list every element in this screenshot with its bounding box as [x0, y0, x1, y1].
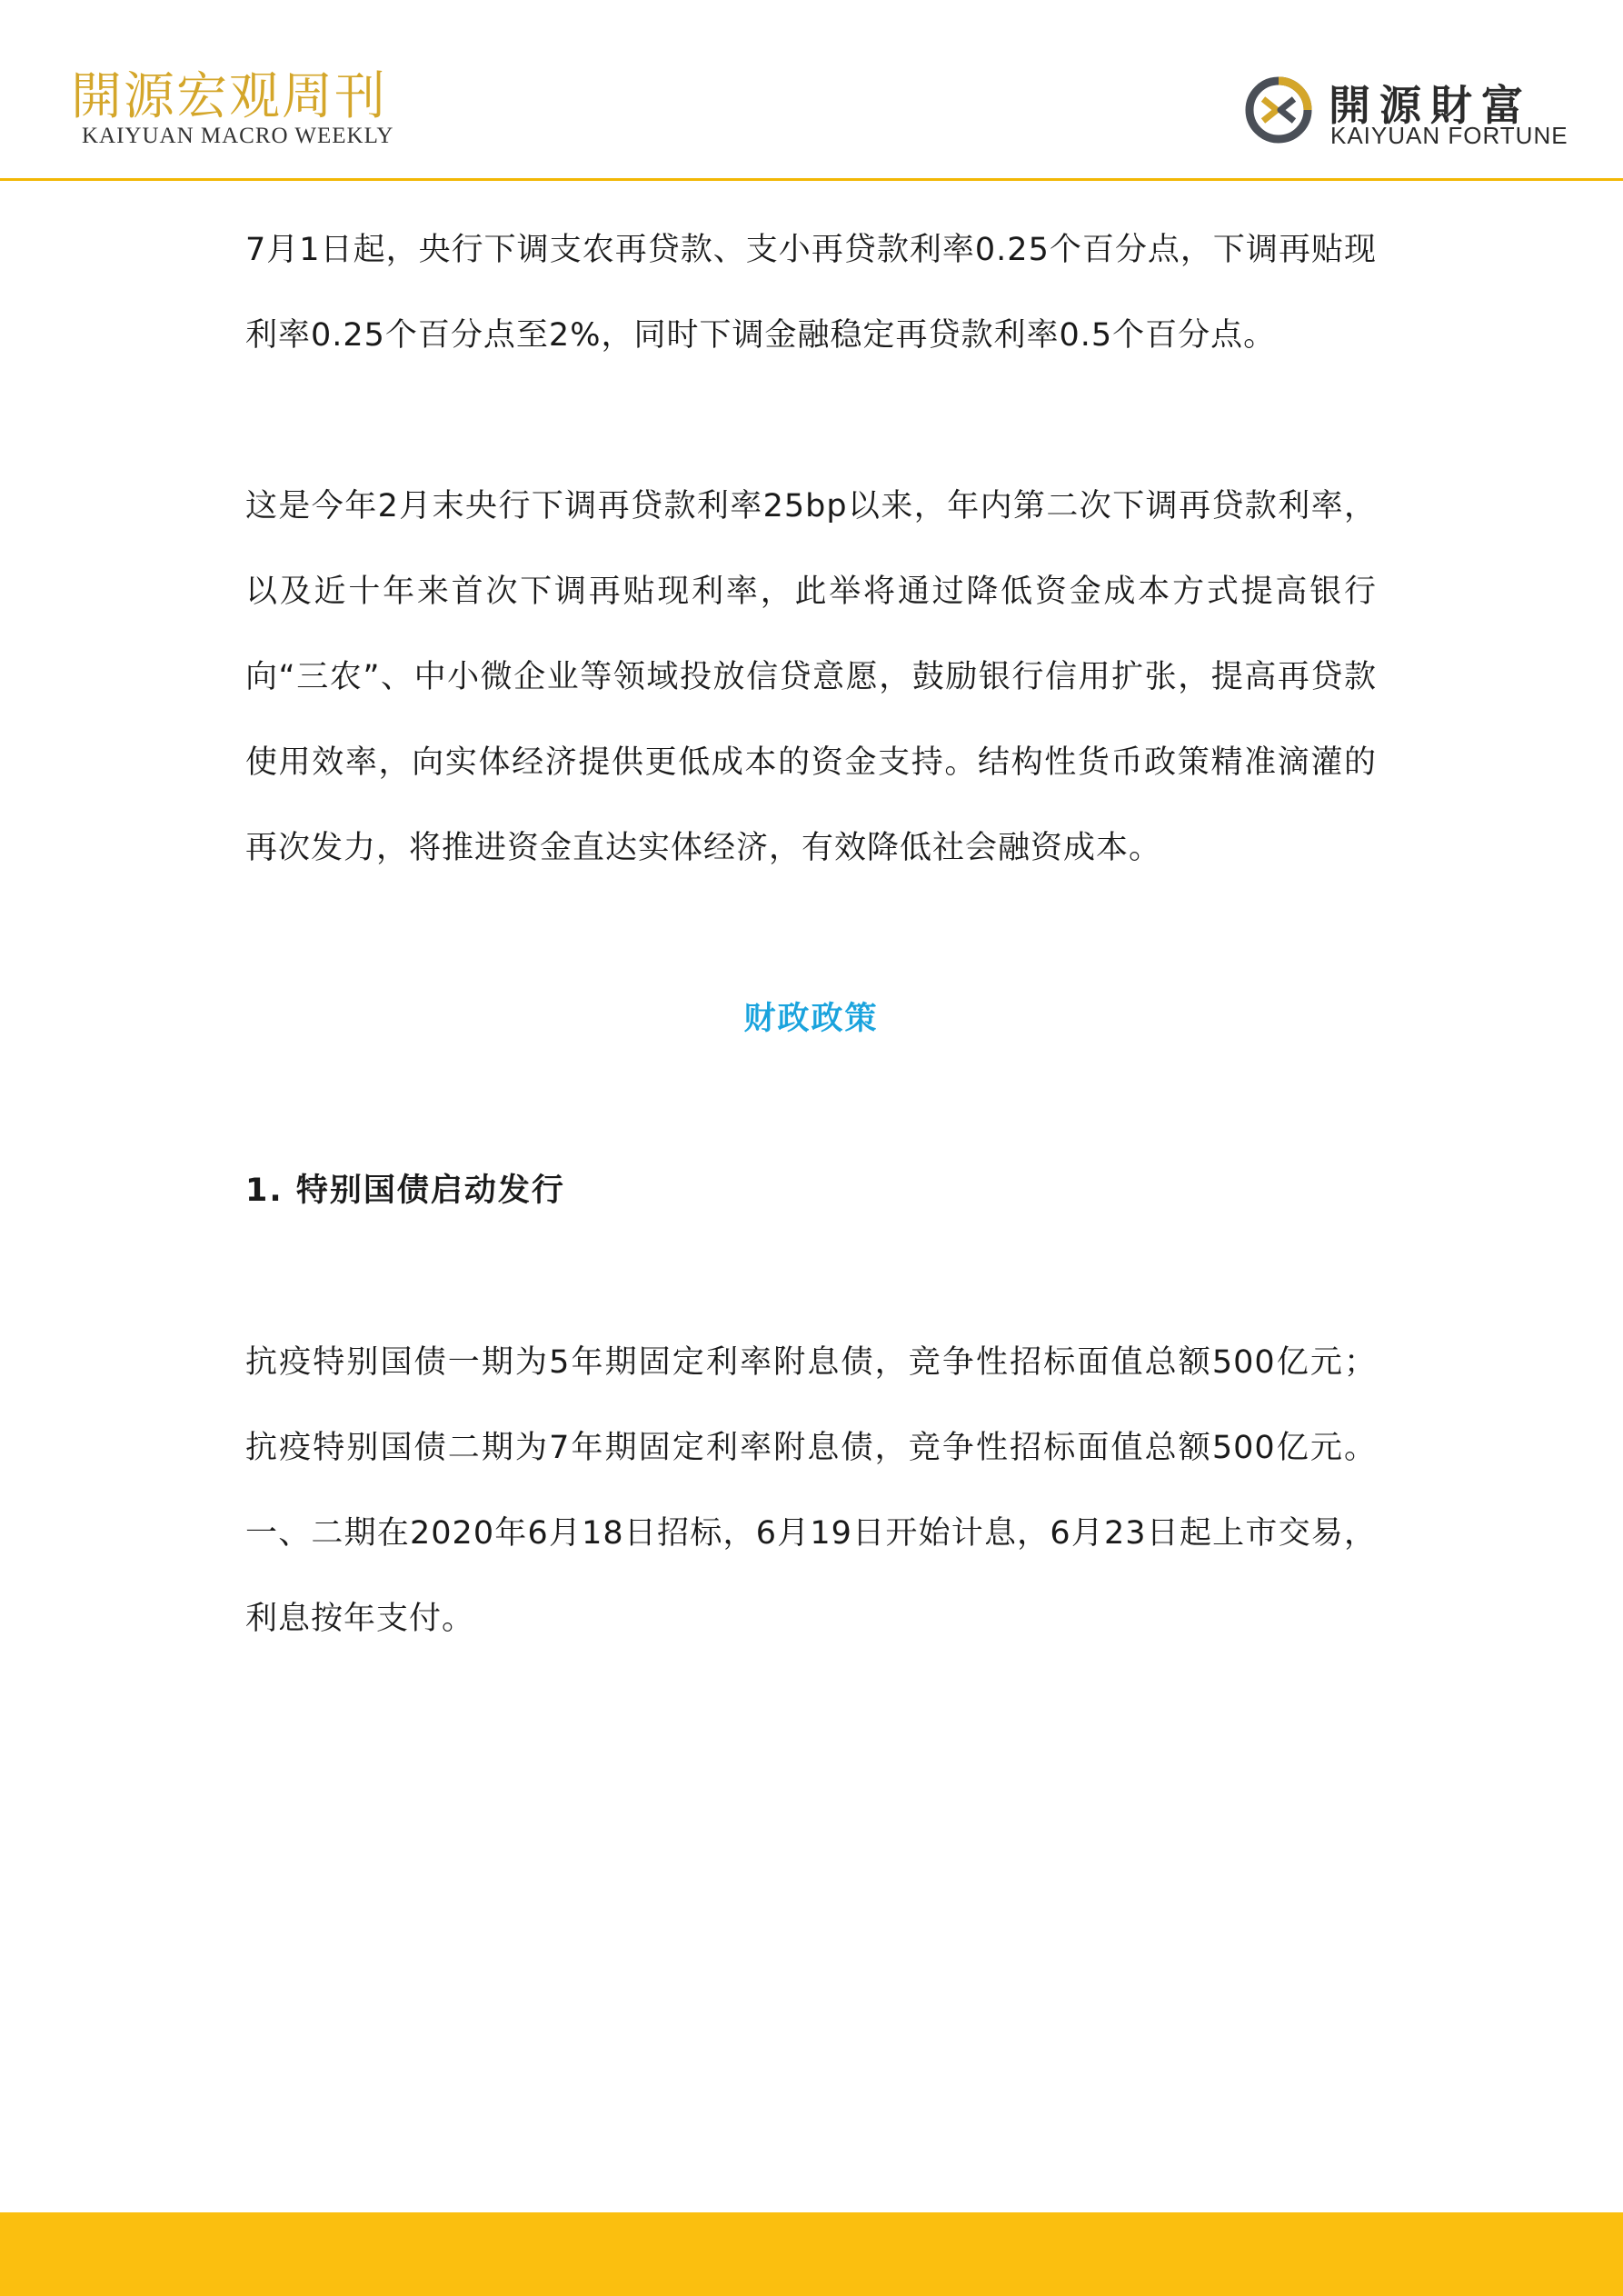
paragraph-spacer — [245, 891, 1377, 976]
paragraph-special-bonds: 抗疫特别国债一期为5年期固定利率附息债，竞争性招标面值总额500亿元；抗疫特别国债二期为7年期固定利率附息债，竞争性招标面值总额500亿元。一、二期在2020年6月18日招标，6月19日开始计息，6月23日起上市交易，利息按年支付。 — [245, 1344, 1377, 1637]
paragraph-spacer — [245, 1062, 1377, 1148]
kaiyuan-logo-icon — [1243, 75, 1314, 145]
logo-text-en: KAIYUAN FORTUNE — [1330, 122, 1568, 149]
section-heading-fiscal-policy: 财政政策 — [743, 1001, 879, 1037]
paragraph-spacer — [245, 1233, 1377, 1320]
paragraph-spacer — [245, 378, 1377, 464]
brand-subtitle: KAIYUAN MACRO WEEKLY — [82, 124, 394, 148]
logo-text-cn: 開源財富 — [1329, 81, 1532, 130]
header-divider — [0, 178, 1623, 181]
article-body — [245, 207, 1377, 1662]
footer-bar — [0, 2212, 1623, 2296]
paragraph-analysis: 这是今年2月末央行下调再贷款利率25bp以来，年内第二次下调再贷款利率，以及近十年来首次下调再贴现利率，此举将通过降低资金成本方式提高银行向“三农”、中小微企业等领域投放信贷意愿，鼓励银行信用扩张，提高再贷款使用效率，向实体经济提供更低成本的资金支持。结构性货币政策精准滴灌的再次发力，将推进资金直达实体经济，有效降低社会融资成本。 — [245, 488, 1377, 866]
page-header — [0, 0, 1623, 182]
paragraph-rate-cut: 7月1日起，央行下调支农再贷款、支小再贷款利率0.25个百分点，下调再贴现利率0.25个百分点至2%，同时下调金融稳定再贷款利率0.5个百分点。 — [245, 232, 1377, 354]
company-logo — [1243, 71, 1568, 149]
brand-title: 開源宏观周刊 — [71, 67, 387, 126]
subsection-heading-special-bonds: 1. 特别国债启动发行 — [245, 1173, 565, 1209]
